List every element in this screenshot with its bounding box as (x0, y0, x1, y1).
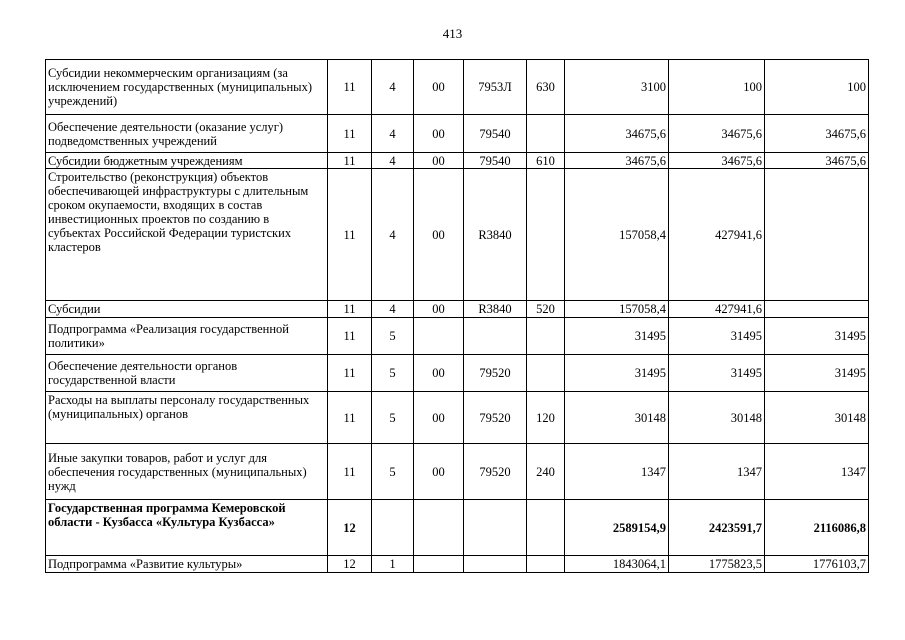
cell-program-code (414, 556, 464, 573)
cell-type-code: 120 (527, 392, 565, 444)
cell-program-code: 00 (414, 392, 464, 444)
cell-value-3: 1776103,7 (765, 556, 869, 573)
cell-subsection: 5 (372, 392, 414, 444)
cell-program-code: 00 (414, 355, 464, 392)
cell-value-2: 34675,6 (669, 153, 765, 169)
cell-value-2: 427941,6 (669, 169, 765, 301)
cell-subsection: 1 (372, 556, 414, 573)
row-name: Субсидии (46, 301, 328, 318)
cell-expense-code: 79520 (464, 444, 527, 500)
cell-expense-code: R3840 (464, 301, 527, 318)
cell-value-3: 1347 (765, 444, 869, 500)
cell-subsection: 4 (372, 169, 414, 301)
cell-value-1: 1843064,1 (565, 556, 669, 573)
table-row (46, 153, 869, 169)
cell-program-code: 00 (414, 60, 464, 115)
cell-expense-code: 79520 (464, 392, 527, 444)
cell-expense-code (464, 556, 527, 573)
cell-program-code: 00 (414, 115, 464, 153)
cell-type-code: 630 (527, 60, 565, 115)
row-name: Государственная программа Кемеровской области - Кузбасса «Культура Кузбасса» (46, 500, 328, 556)
table-body (46, 60, 869, 573)
cell-section: 11 (328, 355, 372, 392)
cell-value-1: 3100 (565, 60, 669, 115)
row-name: Субсидии бюджетным учреждениям (46, 153, 328, 169)
cell-value-3: 30148 (765, 392, 869, 444)
cell-section: 11 (328, 318, 372, 355)
cell-value-3 (765, 169, 869, 301)
cell-section: 11 (328, 392, 372, 444)
cell-type-code: 520 (527, 301, 565, 318)
cell-value-3: 100 (765, 60, 869, 115)
cell-section: 11 (328, 444, 372, 500)
cell-section: 11 (328, 60, 372, 115)
table-row (46, 355, 869, 392)
table-row (46, 115, 869, 153)
cell-value-2: 1347 (669, 444, 765, 500)
table-row (46, 60, 869, 115)
cell-value-1: 157058,4 (565, 301, 669, 318)
cell-section: 11 (328, 169, 372, 301)
table-row (46, 318, 869, 355)
page-number: 413 (442, 26, 463, 41)
table-row (46, 169, 869, 301)
cell-value-1: 31495 (565, 355, 669, 392)
table-row (46, 500, 869, 556)
cell-value-2: 427941,6 (669, 301, 765, 318)
cell-subsection: 4 (372, 60, 414, 115)
cell-section: 11 (328, 153, 372, 169)
row-name: Подпрограмма «Развитие культуры» (46, 556, 328, 573)
cell-subsection: 4 (372, 153, 414, 169)
row-name: Обеспечение деятельности (оказание услуг) подведомственных учреждений (46, 115, 328, 153)
cell-expense-code: 79520 (464, 355, 527, 392)
cell-value-1: 30148 (565, 392, 669, 444)
cell-program-code: 00 (414, 301, 464, 318)
cell-type-code (527, 500, 565, 556)
cell-value-3: 31495 (765, 318, 869, 355)
cell-value-3: 34675,6 (765, 115, 869, 153)
row-name: Обеспечение деятельности органов государственной власти (46, 355, 328, 392)
cell-value-1: 34675,6 (565, 115, 669, 153)
cell-value-2: 30148 (669, 392, 765, 444)
table-row (46, 392, 869, 444)
cell-value-2: 31495 (669, 318, 765, 355)
cell-value-3: 34675,6 (765, 153, 869, 169)
cell-value-3: 2116086,8 (765, 500, 869, 556)
cell-section: 12 (328, 556, 372, 573)
cell-type-code (527, 355, 565, 392)
cell-program-code: 00 (414, 153, 464, 169)
cell-type-code: 240 (527, 444, 565, 500)
cell-value-2: 34675,6 (669, 115, 765, 153)
row-name: Строительство (реконструкция) объектов обеспечивающей инфраструктуры с длительным сроком окупаемости, входящих в состав инвестиционных проектов по созданию в субъектах Российской Федерации туристских кластеров (46, 169, 328, 301)
cell-section: 11 (328, 301, 372, 318)
cell-program-code: 00 (414, 444, 464, 500)
cell-value-1: 31495 (565, 318, 669, 355)
cell-value-1: 157058,4 (565, 169, 669, 301)
cell-type-code (527, 115, 565, 153)
row-name: Подпрограмма «Реализация государственной политики» (46, 318, 328, 355)
cell-section: 11 (328, 115, 372, 153)
cell-value-1: 1347 (565, 444, 669, 500)
row-name: Субсидии некоммерческим организациям (за исключением государственных (муниципальных) учреждений) (46, 60, 328, 115)
cell-subsection: 5 (372, 318, 414, 355)
cell-value-3 (765, 301, 869, 318)
cell-value-2: 1775823,5 (669, 556, 765, 573)
cell-subsection (372, 500, 414, 556)
cell-program-code (414, 500, 464, 556)
cell-subsection: 5 (372, 444, 414, 500)
cell-section: 12 (328, 500, 372, 556)
row-name: Расходы на выплаты персоналу государственных (муниципальных) органов (46, 392, 328, 444)
cell-value-2: 100 (669, 60, 765, 115)
cell-expense-code: 79540 (464, 115, 527, 153)
table-row (46, 444, 869, 500)
budget-table (45, 59, 869, 573)
cell-expense-code: 7953Л (464, 60, 527, 115)
cell-program-code (414, 318, 464, 355)
table-row (46, 556, 869, 573)
table-row (46, 301, 869, 318)
cell-type-code (527, 318, 565, 355)
cell-type-code: 610 (527, 153, 565, 169)
cell-expense-code: 79540 (464, 153, 527, 169)
cell-program-code: 00 (414, 169, 464, 301)
cell-expense-code (464, 500, 527, 556)
cell-expense-code (464, 318, 527, 355)
cell-value-2: 31495 (669, 355, 765, 392)
cell-subsection: 4 (372, 115, 414, 153)
cell-subsection: 4 (372, 301, 414, 318)
cell-value-1: 2589154,9 (565, 500, 669, 556)
cell-expense-code: R3840 (464, 169, 527, 301)
cell-type-code (527, 556, 565, 573)
cell-subsection: 5 (372, 355, 414, 392)
cell-type-code (527, 169, 565, 301)
cell-value-3: 31495 (765, 355, 869, 392)
cell-value-2: 2423591,7 (669, 500, 765, 556)
cell-value-1: 34675,6 (565, 153, 669, 169)
row-name: Иные закупки товаров, работ и услуг для обеспечения государственных (муниципальных) нужд (46, 444, 328, 500)
